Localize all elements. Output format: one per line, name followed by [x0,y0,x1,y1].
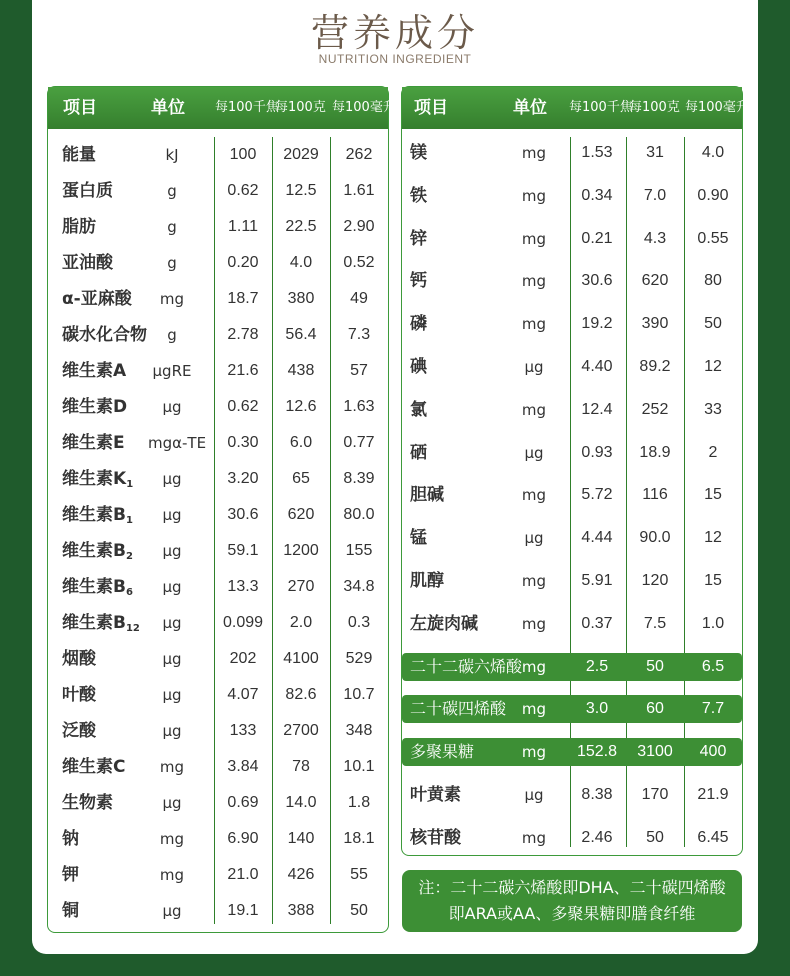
value-per-100ml: 7.7 [701,700,725,718]
value-per-100kj: 0.62 [227,398,259,415]
value-per-100ml: 0.3 [347,614,371,631]
value-per-100kj: 202 [229,650,257,667]
left-table-header [48,87,396,129]
nutrient-name: 铁 [410,185,427,206]
value-per-100kj: 4.07 [227,686,259,703]
nutrient-name: 左旋肉碱 [410,613,478,634]
value-per-100g: 90.0 [639,529,671,547]
header-per-100g: 每100克 [275,100,326,115]
value-per-100kj: 0.62 [227,182,259,199]
value-per-100g: 252 [641,400,669,418]
value-per-100kj: 6.90 [227,830,259,847]
value-per-100ml: 1.8 [347,794,371,811]
nutrient-name: 镁 [410,143,427,163]
nutrient-name: α-亚麻酸 [62,289,132,309]
nutrient-name: 肌醇 [410,571,444,591]
value-per-100kj: 5.91 [581,572,613,589]
nutrient-unit: mg [521,828,547,847]
nutrient-unit: μg [524,529,544,548]
nutrient-name: 生物素 [62,793,113,813]
nutrient-name: 二十二碳六烯酸 [410,656,523,676]
table-row [402,390,742,430]
header-per-100ml: 每100毫升 [332,100,396,115]
table-row [48,389,388,425]
nutrient-unit: mg [159,290,185,308]
nutrient-unit: g [167,218,177,236]
value-per-100g: 2.0 [289,614,313,631]
value-per-100ml: 262 [345,146,373,163]
nutrient-unit: μg [162,470,182,488]
table-row [48,317,388,353]
value-per-100kj: 4.40 [581,358,613,375]
nutrient-name: 维生素C [62,757,126,777]
value-per-100g: 65 [292,470,310,487]
value-per-100ml: 15 [704,572,722,589]
table-row [402,304,742,344]
nutrient-unit: μgRE [152,362,192,380]
value-per-100g: 4.3 [643,229,667,247]
value-per-100ml: 6.5 [701,657,725,675]
nutrient-name: 钙 [410,271,427,292]
nutrient-unit: μg [162,686,182,704]
nutrient-unit: mg [521,400,547,419]
table-row [402,689,742,729]
table-row [48,209,388,245]
value-per-100kj: 0.34 [581,186,613,204]
value-per-100g: 12.6 [285,398,317,415]
value-per-100kj: 2.5 [585,657,609,675]
table-row [48,857,388,893]
table-row [48,281,388,317]
value-per-100g: 22.5 [285,218,317,235]
table-row [48,749,388,785]
value-per-100g: 31 [646,144,664,161]
value-per-100kj: 2.46 [581,828,613,846]
value-per-100ml: 33 [704,400,722,418]
value-per-100kj: 2.78 [227,326,259,343]
value-per-100kj: 12.4 [581,400,613,418]
value-per-100ml: 155 [345,542,373,559]
table-row [48,893,388,929]
table-row [48,821,388,857]
nutrient-name: 维生素$B_1$ [62,505,133,526]
nutrient-name: 铜 [62,901,79,921]
table-row [402,518,742,558]
nutrient-name: 泛酸 [62,721,96,741]
value-per-100ml: 15 [704,486,722,504]
value-per-100kj: 3.0 [585,700,609,718]
nutrient-unit: μg [162,506,182,524]
value-per-100kj: 0.30 [227,434,259,451]
nutrient-unit: mgα-TE [148,434,207,452]
value-per-100ml: 1.0 [701,614,725,632]
header-per-100kj: 每100千焦 [215,100,279,115]
table-row [402,604,742,644]
nutrient-name: 碘 [410,357,427,377]
nutrient-unit: mg [521,614,547,633]
value-per-100ml: 10.1 [343,758,375,775]
nutrient-name: 维生素$B_{12}$ [62,613,140,634]
value-per-100g: 7.5 [643,614,667,632]
value-per-100ml: 2.90 [343,218,375,235]
value-per-100g: 78 [292,758,310,775]
value-per-100g: 620 [641,272,669,290]
nutrient-name: 胆碱 [410,485,444,506]
value-per-100g: 120 [641,572,669,589]
value-per-100kj: 0.21 [581,229,613,247]
value-per-100kj: 30.6 [227,506,259,523]
right-nutrition-table [401,86,749,856]
table-row [402,219,742,259]
value-per-100kj: 152.8 [576,743,618,761]
nutrient-unit: mg [159,830,185,848]
table-row [48,533,388,569]
nutrient-name: 维生素$B_6$ [62,577,133,598]
left-nutrition-table [47,86,396,933]
value-per-100ml: 1.61 [343,182,375,199]
value-per-100kj: 4.44 [581,529,613,547]
value-per-100ml: 6.45 [697,828,729,846]
value-per-100ml: 55 [350,866,368,883]
table-row [48,173,388,209]
nutrient-unit: kJ [165,146,179,164]
value-per-100g: 390 [641,315,669,333]
nutrient-name: 维生素$K_1$ [62,469,134,490]
table-row [48,137,388,173]
nutrient-name: 二十碳四烯酸 [410,699,507,719]
table-row [48,785,388,821]
nutrient-unit: mg [159,866,185,884]
value-per-100ml: 529 [345,650,373,667]
nutrient-name: 硒 [410,442,427,463]
nutrient-unit: μg [162,614,182,632]
table-row [402,732,742,772]
value-per-100g: 60 [646,700,664,718]
nutrient-unit: μg [162,578,182,596]
value-per-100ml: 80.0 [343,506,375,523]
table-row [402,176,742,216]
table-row [402,133,742,173]
table-row [48,245,388,281]
nutrient-unit: μg [162,650,182,668]
nutrient-unit: μg [524,358,544,376]
table-row [48,641,388,677]
value-per-100ml: 4.0 [701,144,725,161]
value-per-100kj: 19.2 [581,315,613,333]
footnote-line-2: 即ARA或AA、多聚果糖即膳食纤维 [448,904,696,923]
nutrient-unit: mg [521,272,547,291]
value-per-100g: 2029 [283,146,319,163]
nutrient-name: 钾 [62,865,79,885]
value-per-100kj: 21.0 [227,866,259,883]
value-per-100g: 438 [287,362,315,379]
nutrient-subscript: 1 [126,479,134,490]
nutrient-name: 钠 [62,829,79,849]
nutrient-unit: g [167,254,177,272]
header-item: 项目 [414,98,448,118]
table-row [48,605,388,641]
value-per-100ml: 49 [350,290,368,307]
value-per-100ml: 2 [708,443,718,461]
page-title: 营养成分 [310,11,479,55]
value-per-100g: 89.2 [639,358,671,375]
header-per-100g: 每100克 [629,100,680,115]
table-row [402,347,742,387]
nutrient-name: 维生素D [62,397,128,417]
value-per-100ml: 50 [704,315,722,333]
value-per-100g: 620 [287,506,315,523]
nutrient-unit: mg [521,315,547,334]
value-per-100ml: 0.90 [697,186,729,204]
value-per-100ml: 21.9 [697,786,729,803]
value-per-100g: 4100 [283,650,319,667]
value-per-100g: 380 [287,290,315,307]
header-item: 项目 [63,98,97,118]
nutrient-unit: mg [521,572,547,590]
nutrient-name: 维生素A [62,361,127,381]
nutrient-unit: mg [521,743,547,762]
value-per-100g: 426 [287,866,315,883]
value-per-100ml: 0.77 [343,434,375,451]
value-per-100ml: 50 [350,902,368,919]
value-per-100g: 3100 [637,743,673,761]
value-per-100ml: 0.55 [697,229,729,247]
value-per-100g: 18.9 [639,443,671,461]
nutrient-unit: μg [524,443,544,462]
value-per-100kj: 100 [229,146,257,163]
nutrient-name: 能量 [62,145,96,165]
value-per-100kj: 1.11 [228,218,258,235]
value-per-100kj: 5.72 [581,486,613,504]
value-per-100ml: 80 [704,272,722,290]
value-per-100kj: 0.93 [581,443,613,461]
nutrient-unit: μg [162,398,182,416]
nutrient-name: 碳水化合物 [62,325,147,345]
value-per-100kj: 3.20 [227,470,259,487]
page-subtitle: NUTRITION INGREDIENT [318,52,472,66]
table-row [48,713,388,749]
value-per-100ml: 12 [704,358,722,375]
value-per-100ml: 34.8 [343,578,375,595]
nutrient-unit: μg [524,786,544,804]
value-per-100g: 7.0 [643,186,667,204]
value-per-100kj: 21.6 [227,362,259,379]
nutrient-subscript: 2 [125,551,133,562]
nutrient-unit: mg [159,758,185,776]
nutrient-name: 烟酸 [62,649,96,669]
value-per-100kj: 0.099 [222,614,264,631]
value-per-100kj: 0.69 [227,794,259,811]
nutrient-unit: mg [521,700,547,719]
value-per-100kj: 13.3 [227,578,259,595]
value-per-100ml: 0.52 [343,254,375,271]
nutrient-unit: g [167,182,177,200]
value-per-100kj: 1.53 [581,144,613,161]
nutrient-name: 锌 [410,228,427,249]
nutrient-name: 氯 [410,399,427,420]
value-per-100kj: 19.1 [227,902,259,919]
value-per-100kj: 59.1 [227,542,259,559]
table-row [48,497,388,533]
nutrient-unit: mg [521,144,547,162]
nutrient-subscript: 1 [125,515,133,526]
value-per-100ml: 400 [699,743,727,761]
nutrient-name: 叶黄素 [410,785,461,805]
nutrient-unit: mg [521,657,547,676]
nutrient-name: 锰 [410,528,427,549]
value-per-100kj: 3.84 [227,758,259,775]
value-per-100g: 2700 [283,722,319,739]
table-row [48,677,388,713]
table-row [402,647,742,687]
nutrient-unit: μg [162,794,182,812]
value-per-100g: 82.6 [285,686,317,703]
value-per-100g: 170 [641,786,669,803]
nutrient-unit: mg [521,186,547,205]
nutrient-unit: μg [162,542,182,560]
value-per-100kj: 8.38 [581,786,613,803]
table-row [402,433,742,473]
nutrient-unit: mg [521,229,547,248]
nutrient-unit: μg [162,902,182,920]
nutrient-name: 叶酸 [62,685,96,705]
value-per-100g: 1200 [283,542,319,559]
value-per-100ml: 18.1 [343,830,375,847]
table-row [402,775,742,815]
value-per-100g: 6.0 [289,434,313,451]
nutrient-name: 核苷酸 [410,827,461,848]
nutrient-unit: g [167,326,177,344]
value-per-100kj: 18.7 [227,290,259,307]
nutrient-name: 维生素$B_2$ [62,541,133,562]
value-per-100kj: 30.6 [581,272,613,290]
value-per-100g: 50 [646,828,664,846]
table-row [402,261,742,301]
value-per-100g: 140 [287,830,315,847]
table-row [48,569,388,605]
value-per-100ml: 8.39 [343,470,375,487]
nutrient-subscript: 6 [125,587,133,598]
table-row [402,561,742,601]
value-per-100g: 388 [287,902,315,919]
table-row [402,475,742,515]
header-unit: 单位 [151,98,185,118]
value-per-100g: 50 [646,657,664,675]
value-per-100ml: 7.3 [347,326,371,343]
footnote [402,870,742,932]
value-per-100kj: 0.20 [227,254,259,271]
value-per-100kj: 133 [229,722,257,739]
right-table-header [402,87,749,129]
value-per-100ml: 1.63 [343,398,375,415]
value-per-100g: 56.4 [285,326,317,343]
value-per-100ml: 12 [704,529,722,547]
nutrient-name: 脂肪 [62,217,96,237]
table-row [48,425,388,461]
value-per-100g: 12.5 [285,182,317,199]
value-per-100ml: 10.7 [343,686,375,703]
value-per-100g: 116 [642,486,668,504]
header-per-100ml: 每100毫升 [685,100,749,115]
nutrient-name: 亚油酸 [62,253,113,273]
nutrient-name: 磷 [410,314,427,335]
table-row [48,461,388,497]
nutrient-name: 蛋白质 [62,181,113,201]
table-row [402,818,742,858]
nutrient-name: 维生素E [62,433,125,453]
nutrient-unit: mg [521,486,547,505]
value-per-100ml: 348 [345,722,373,739]
footnote-line-1: 注：二十二碳六烯酸即DHA、二十碳四烯酸 [418,878,726,897]
header-per-100kj: 每100千焦 [569,100,633,115]
value-per-100ml: 57 [350,362,368,379]
value-per-100kj: 0.37 [581,614,613,632]
nutrient-name: 多聚果糖 [410,742,475,762]
nutrient-unit: μg [162,722,182,740]
table-row [48,353,388,389]
nutrient-subscript: 12 [125,623,140,634]
value-per-100g: 270 [287,578,315,595]
value-per-100g: 4.0 [289,254,313,271]
header-unit: 单位 [513,98,547,118]
value-per-100g: 14.0 [285,794,317,811]
